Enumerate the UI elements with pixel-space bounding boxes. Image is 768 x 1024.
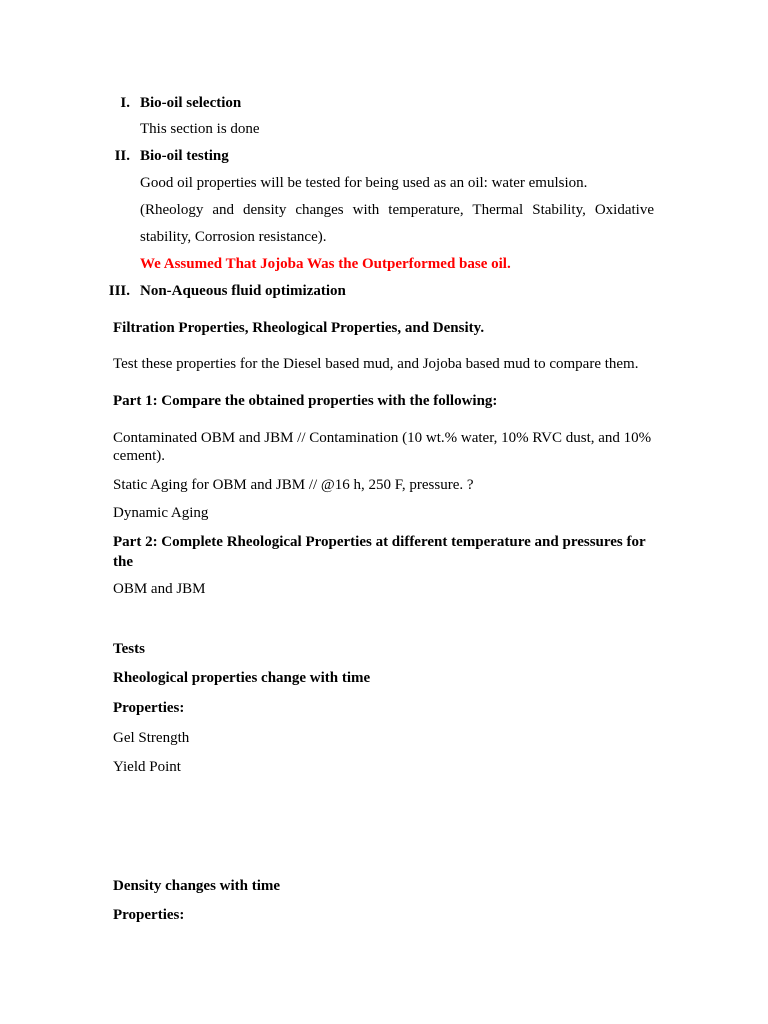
section2-line-3: stability, Corrosion resistance). <box>140 229 327 245</box>
property-gel-strength: Gel Strength <box>113 730 190 746</box>
outline-number-1: I. <box>120 95 130 111</box>
part1-item-contaminated: Contaminated OBM and JBM // Contamination (10 wt.% water, 10% RVC dust, and 10% cement). <box>113 430 652 464</box>
outline-title-1: Bio-oil selection <box>140 95 242 111</box>
part2-heading: Part 2: Complete Rheological Properties at different temperature and pressures for the <box>113 534 646 570</box>
outline-number-2: II. <box>114 148 130 164</box>
properties-label-2: Properties: <box>113 907 185 923</box>
part2-continuation: OBM and JBM <box>113 581 206 597</box>
part1-heading: Part 1: Compare the obtained properties with the following: <box>113 393 498 409</box>
rheo-time-heading: Rheological properties change with time <box>113 670 371 686</box>
part1-item-static-aging: Static Aging for OBM and JBM // @16 h, 250 F, pressure. ? <box>113 477 474 493</box>
outline-number-3: III. <box>108 283 130 299</box>
section1-note: This section is done <box>140 121 260 137</box>
section2-line-2: (Rheology and density changes with temperature, Thermal Stability, Oxidative <box>140 202 654 218</box>
outline-title-2: Bio-oil testing <box>140 148 229 164</box>
outline-title-3: Non-Aqueous fluid optimization <box>140 283 346 299</box>
test-sentence: Test these properties for the Diesel based mud, and Jojoba based mud to compare them. <box>113 356 639 372</box>
section2-highlight: We Assumed That Jojoba Was the Outperformed base oil. <box>140 256 511 272</box>
properties-label-1: Properties: <box>113 700 185 716</box>
part1-item-dynamic-aging: Dynamic Aging <box>113 505 209 521</box>
tests-heading: Tests <box>113 641 145 657</box>
density-time-heading: Density changes with time <box>113 878 281 894</box>
section2-line-1: Good oil properties will be tested for being used as an oil: water emulsion. <box>140 175 588 191</box>
heading-filtration: Filtration Properties, Rheological Properties, and Density. <box>113 320 485 336</box>
property-yield-point: Yield Point <box>113 759 181 775</box>
